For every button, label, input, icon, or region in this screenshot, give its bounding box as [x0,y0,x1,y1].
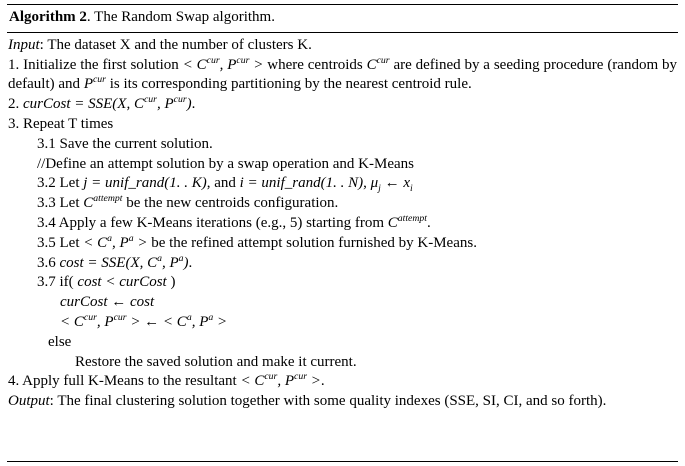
text-segment: . [427,214,431,231]
math-segment: < $C^{cur}$ [182,54,220,73]
text-segment: Algorithm 2 [9,9,87,25]
algorithm-line [8,372,677,392]
math-segment: > [249,56,264,73]
math-segment: , $P^{cur}$ [96,311,127,330]
text-segment: 3.5 Let [37,234,84,251]
text-segment: . [188,254,193,271]
text-segment: 1. Initialize the first solution [8,56,183,73]
math-segment: < $C^a$ [83,232,113,251]
text-segment: , and [206,175,240,192]
text-segment: : The final clustering solution together with some quality indexes (SSE, SI, CI, and so forth). [49,393,607,410]
math-segment: > [307,373,321,390]
text-segment: 3.7 if( [37,274,78,291]
algorithm-line [8,353,677,373]
text-segment: 3.6 [37,254,60,271]
algorithm-line [8,95,677,115]
math-segment: $P^{cur}$ [83,74,106,93]
text-segment: . [191,96,196,113]
algorithm-line [8,313,677,333]
text-segment: . The Random Swap algorithm. [86,9,275,25]
math-segment: cost < curCost [77,274,167,291]
text-segment: Restore the saved solution and make it current. [75,353,357,370]
algorithm-body [7,33,678,412]
math-segment: > ← < $C^a$ [126,311,192,330]
text-segment: be the refined attempt solution furnished by K-Means. [147,234,477,251]
math-segment: < $C^{cur}$ [240,371,278,390]
math-segment: , $P^{cur}$ [277,371,308,390]
text-segment: else [48,333,72,350]
math-segment: j = unif_rand(1. . K) [83,175,207,192]
math-segment: > [213,313,228,330]
math-segment: $C^{cur}$ [366,54,390,73]
text-segment: where centroids [263,56,367,73]
algorithm-line [8,234,677,254]
math-segment: , $P^{cur}$ [156,94,187,113]
math-segment: < $C^{cur}$ [60,311,97,330]
math-segment: ) [186,96,192,113]
math-segment: curCost ← cost [60,294,155,311]
text-segment: 3.1 Save the current solution. [37,135,213,152]
text-segment: are defined by a seeding procedure (random by default) and [8,56,677,93]
text-segment: //Define an attempt solution by a swap operation and K-Means [37,155,414,172]
algorithm-line [8,115,677,135]
algorithm-line [8,135,677,155]
algorithm-line [8,254,677,274]
math-segment: $C^{attempt}$ [387,212,428,231]
algorithm-line [8,293,677,313]
text-segment: Output [8,393,50,410]
algorithm-line [8,333,677,353]
text-segment: 2. [8,96,23,113]
math-segment: , $P^a$ [162,252,184,271]
text-segment: 4. Apply full K-Means to the resultant [8,373,241,390]
text-segment: 3.2 Let [37,175,84,192]
text-segment: : The dataset X and the number of clusters K. [39,36,312,53]
math-segment: > [133,234,148,251]
text-segment: , [363,175,371,192]
math-segment: , $P^{cur}$ [219,54,250,73]
text-segment: 3.4 Apply a few K-Means iterations (e.g., 5) starting from [37,214,388,231]
math-segment: i = unif_rand(1. . N) [239,175,364,192]
math-segment: , $P^a$ [191,311,214,330]
algorithm-line [8,174,677,194]
math-segment: cost = SSE(X, $C^a$ [59,252,162,271]
text-segment: 3. Repeat T times [8,115,114,132]
algorithm-box [7,4,678,462]
algorithm-line [8,36,677,56]
algorithm-line [8,194,677,214]
math-segment: $C^{attempt}$ [83,193,123,212]
text-segment: . [320,373,325,390]
math-segment: ) [183,254,189,271]
text-segment: be the new centroids configuration. [122,195,339,212]
math-segment: ← $x_i$ [380,175,413,195]
math-segment: $\mu_j$ [370,175,381,195]
text-segment: ) [166,274,176,291]
math-segment: , $P^a$ [112,232,134,251]
text-segment: is its corresponding partitioning by the nearest centroid rule. [105,76,472,93]
text-segment: 3.3 Let [37,195,84,212]
algorithm-line [8,155,677,175]
text-segment: Input [8,36,40,53]
algorithm-line [8,273,677,293]
algorithm-line [8,392,677,412]
algorithm-line [8,214,677,234]
algorithm-line [8,56,677,96]
math-segment: curCost = SSE(X, $C^{cur}$ [23,94,157,113]
algorithm-title [7,5,678,33]
